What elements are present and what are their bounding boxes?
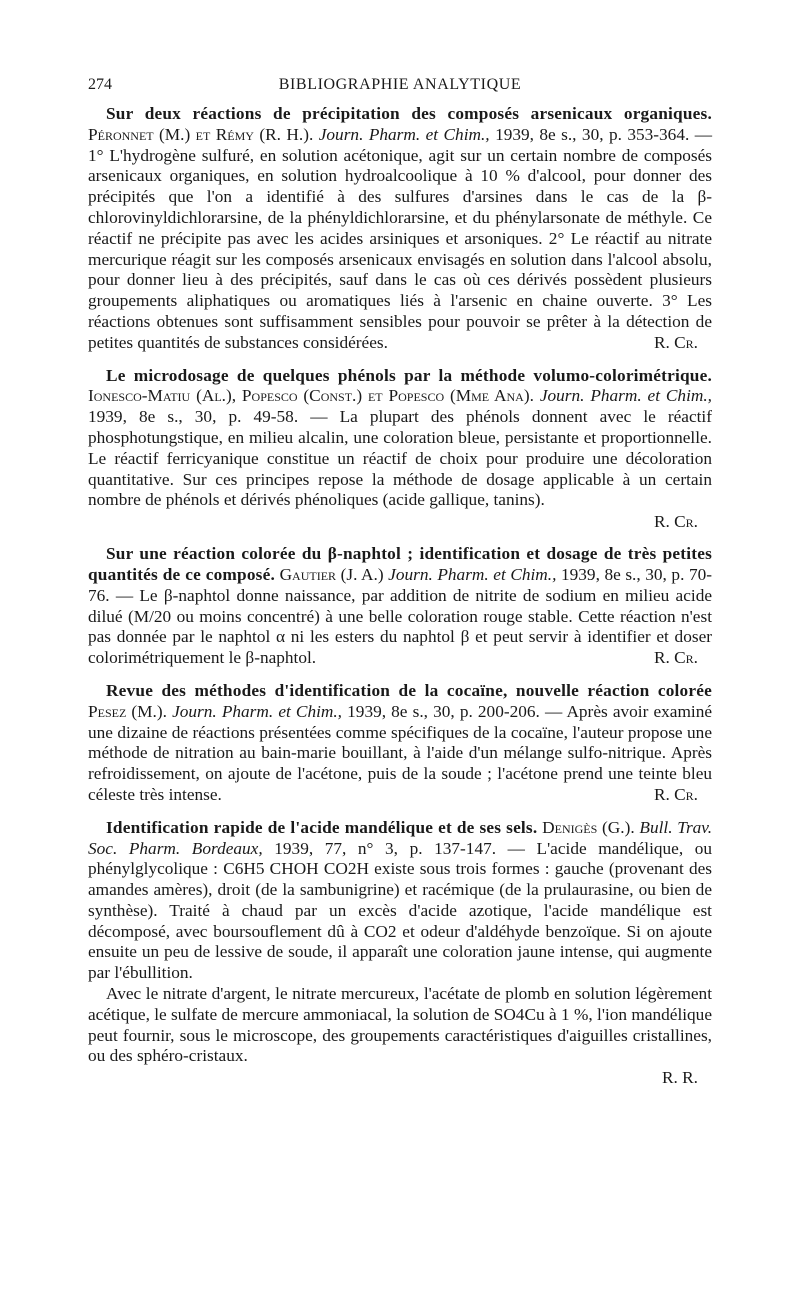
entry-authors: Péronnet (M.) et Rémy (R. H.).	[88, 124, 314, 144]
entry-authors: Denigès (G.).	[542, 817, 635, 837]
entry-authors: Pesez (M.).	[88, 701, 167, 721]
entry-body-continued: Avec le nitrate d'argent, le nitrate mercureux, l'acétate de plomb en solution légèrement acétique, le sulfate de mercure ammoniacal, la solution de SO4Cu à 1 %, l'ion mandélique peut fournir, sous le microscope, des groupements caractéristiques d'aiguilles cristallines, ou des sphéro-cristaux.	[88, 984, 712, 1066]
entry-journal: Journ. Pharm. et Chim.,	[388, 564, 557, 584]
document-page	[88, 74, 712, 1100]
entry-title: Sur une réaction colorée du β-naphtol ; identification et dosage de très petites quantités de ce composé.	[88, 544, 712, 584]
entry-journal: Journ. Pharm. et Chim.,	[172, 701, 343, 721]
entry-citation: 1939, 77, n° 3, p. 137-147. —	[274, 838, 525, 858]
bibliography-entry	[88, 366, 712, 533]
page-number: 274	[88, 76, 112, 93]
entry-signature: R. Cr.	[653, 332, 698, 352]
entry-citation: 1939, 8e s., 30, p. 70-76. —	[88, 564, 712, 605]
entry-journal: Journ. Pharm. et Chim.,	[318, 124, 490, 144]
entry-paragraph	[88, 681, 712, 806]
entry-title: Le microdosage de quelques phénols par la méthode volumo-colorimétrique.	[106, 365, 712, 385]
entry-paragraph	[88, 818, 712, 984]
bibliography-entry	[88, 544, 712, 669]
bibliography-entry	[88, 818, 712, 1089]
entry-body: L'acide mandélique, ou phénylglycolique : C6H5 CHOH CO2H existe sous trois formes : gauche (provenant des amandes amères), droit (de la sambunigrine) et racémique (de la prulaurasine, ou bien de synthèse). Traité à chaud par un excès d'acide azotique, l'acide mandélique est décomposé, avec boursouflement dû à CO2 et odeur d'aldéhyde benzoïque. Si on ajoute ensuite un peu de lessive de soude, il apparaît une coloration jaune intense, qui augmente par l'ébullition.	[88, 838, 713, 983]
entry-title: Revue des méthodes d'identification de la cocaïne, nouvelle réaction colorée	[106, 680, 712, 700]
entry-authors: Ionesco-Matiu (Al.), Popesco (Const.) et Popesco (Mme Ana).	[88, 386, 534, 406]
entry-citation: 1939, 8e s., 30, p. 49-58. —	[88, 407, 328, 427]
bibliography-entry	[88, 681, 712, 806]
entry-body: Le β-naphtol donne naissance, par addition de nitrite de sodium en milieu acide dilué (M/20 ou moins concentré) à une belle coloration rouge stable. Cette réaction n'est pas donnée par le naphtol α ni les esters du naphtol β et peut servir à identifier et doser colorimétriquement le β-naphtol.	[88, 585, 713, 668]
entry-body: 1° L'hydrogène sulfuré, en solution acétonique, agit sur un certain nombre de composés arsenicaux organiques, en solution hydroalcoolique à 10 % d'alcool, pour donner des précipités que l'on a identifié à des sulfures d'arsines dans le cas de la β-chlorovinyldichlorarsine, de la phényldichlorarsine, et du phénylarsonate de méthyle. Ce réactif ne précipite pas avec les acides arsiniques et arsoniques. 2° Le réactif au nitrate mercurique réagit sur les composés arsenicaux envisagés en solution dans l'alcool absolu, pour donner lieu à des précipités, sauf dans le cas où ces dérivés possèdent plusieurs groupements aliphatiques ou aromatiques liés à l'arsenic en chaine ouverte. 3° Les réactions obtenues sont suffisamment sensibles pour pouvoir se prêter à la détection de petites quantités de substances considérées.	[88, 145, 712, 352]
entry-body: Après avoir examiné une dizaine de réactions présentées comme spécifiques de la cocaïne, l'auteur propose une méthode de nitration au bain-marie bouillant, à l'aide d'un mélange sulfo-nitrique. Après refroidissement, on ajoute de l'acétone, puis de la soude ; l'acétone prend une teinte bleu céleste très intense.	[88, 701, 713, 804]
entry-journal: Journ. Pharm. et Chim.,	[539, 386, 712, 406]
entry-signature: R. Cr.	[653, 784, 698, 804]
entry-body: La plupart des phénols donnent avec le réactif phosphotungstique, en milieu alcalin, une coloration bleue, persistante et proportionnelle. Le réactif ferricyanique constitue un réactif de choix pour produire une décoloration quantitative. Sur ces principes repose la méthode de dosage applicable à un certain nombre de phénols et dérivés phénoliques (acide gallique, tanins).	[88, 407, 712, 510]
entry-title: Identification rapide de l'acide mandélique et de ses sels.	[106, 817, 538, 837]
running-title: BIBLIOGRAPHIE ANALYTIQUE	[278, 76, 522, 93]
entry-paragraph	[88, 104, 712, 354]
entry-citation: 1939, 8e s., 30, p. 200-206. —	[347, 701, 563, 721]
entry-paragraph	[88, 366, 712, 512]
entry-signature: R. Cr.	[653, 648, 698, 668]
entry-journal: Bull. Trav. Soc. Pharm. Bordeaux,	[88, 817, 713, 858]
entry-citation: 1939, 8e s., 30, p. 353-364. —	[495, 124, 712, 144]
entry-authors: Gautier (J. A.)	[279, 564, 384, 584]
page-header	[88, 74, 712, 104]
entry-title: Sur deux réactions de précipitation des composés arsenicaux organiques.	[106, 104, 712, 123]
entry-signature: R. R.	[661, 1068, 698, 1088]
entry-paragraph-continued	[88, 984, 712, 1067]
bibliography-entry	[88, 104, 712, 354]
entry-signature: R. Cr.	[653, 512, 698, 532]
entry-paragraph	[88, 544, 712, 669]
